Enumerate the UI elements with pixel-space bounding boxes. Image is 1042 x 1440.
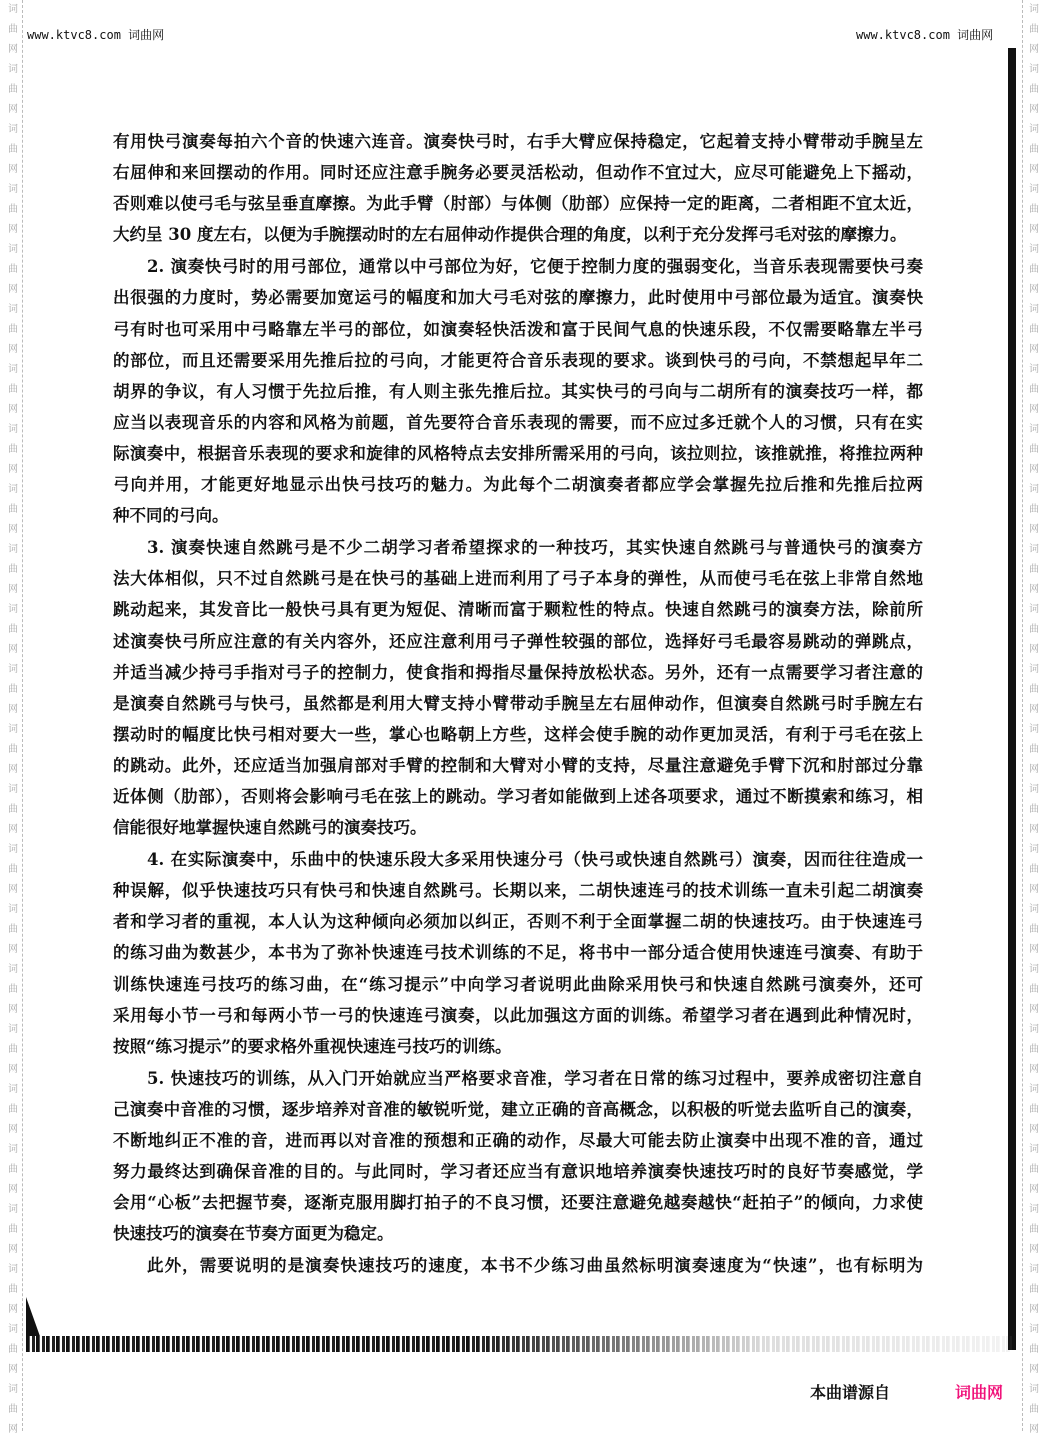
watermark-char: 词 <box>1029 1324 1039 1335</box>
text-line: 种不同的弓向。 <box>113 506 229 526</box>
watermark-char: 网 <box>1029 1064 1039 1075</box>
watermark-char: 网 <box>1029 644 1039 655</box>
watermark-char: 网 <box>8 764 18 775</box>
header-site-right: www.ktvc8.com 词曲网 <box>856 28 994 42</box>
watermark-char: 网 <box>1029 764 1039 775</box>
paragraph <box>113 844 923 1062</box>
watermark-char: 词 <box>1029 244 1039 255</box>
watermark-char: 词 <box>1029 904 1039 915</box>
text-line: 者和学习者的重视，本人认为这种倾向必须加以纠正，否则不利于全面掌握二胡的快速技巧。由于快速连弓 <box>113 912 923 932</box>
text-line: 的练习曲为数甚少，本书为了弥补快速连弓技术训练的不足，将书中一部分适合使用快速连弓演奏、有助于 <box>113 943 923 963</box>
paragraph <box>113 532 923 843</box>
watermark-char: 词 <box>8 1084 18 1095</box>
watermark-char: 词 <box>1029 1264 1039 1275</box>
text-line: 胡界的争议，有人习惯于先拉后推，有人则主张先推后拉。其实快弓的弓向与二胡所有的演奏技巧一样，都 <box>113 381 923 401</box>
paragraph <box>113 251 923 531</box>
watermark-char: 曲 <box>8 24 18 35</box>
watermark-char: 网 <box>8 104 18 115</box>
watermark-char: 词 <box>1029 124 1039 135</box>
watermark-char: 网 <box>8 524 18 535</box>
watermark-char: 曲 <box>8 684 18 695</box>
text-line: 2. 演奏快弓时的用弓部位，通常以中弓部位为好，它便于控制力度的强弱变化，当音乐表现需要快弓奏 <box>147 257 923 277</box>
watermark-char: 网 <box>8 1424 18 1435</box>
document-body <box>113 126 923 1281</box>
watermark-char: 网 <box>8 404 18 415</box>
watermark-char: 词 <box>1029 1204 1039 1215</box>
watermark-char: 网 <box>8 224 18 235</box>
watermark-char: 曲 <box>1029 1404 1039 1415</box>
text-line: 训练快速连弓技巧的练习曲，在“练习提示”中向学习者说明此曲除采用快弓和快速自然跳弓演奏外，还可 <box>113 974 923 994</box>
watermark-char: 曲 <box>1029 984 1039 995</box>
watermark-char: 词 <box>1029 424 1039 435</box>
watermark-char: 网 <box>1029 44 1039 55</box>
header-site-left: www.ktvc8.com 词曲网 <box>27 28 165 42</box>
watermark-char: 曲 <box>1029 384 1039 395</box>
watermark-char: 曲 <box>8 984 18 995</box>
watermark-char: 曲 <box>1029 144 1039 155</box>
watermark-char: 词 <box>8 1384 18 1395</box>
paragraph <box>113 1250 923 1281</box>
text-line: 种误解，似乎快速技巧只有快弓和快速自然跳弓。长期以来，二胡快速连弓的技术训练一直未引起二胡演奏 <box>113 881 923 901</box>
watermark-char: 词 <box>1029 64 1039 75</box>
watermark-char: 词 <box>1029 1384 1039 1395</box>
watermark-char: 网 <box>1029 824 1039 835</box>
watermark-char: 网 <box>8 584 18 595</box>
watermark-char: 曲 <box>8 144 18 155</box>
watermark-char: 词 <box>8 904 18 915</box>
watermark-char: 曲 <box>1029 744 1039 755</box>
text-line: 弓向并用，才能更好地显示出快弓技巧的魅力。为此每个二胡演奏者都应学会掌握先拉后推和先推后拉两 <box>113 475 923 495</box>
watermark-char: 词 <box>8 424 18 435</box>
watermark-char: 网 <box>1029 1364 1039 1375</box>
watermark-char: 曲 <box>8 1104 18 1115</box>
watermark-char: 曲 <box>8 84 18 95</box>
watermark-char: 网 <box>8 1124 18 1135</box>
watermark-char: 曲 <box>1029 864 1039 875</box>
watermark-char: 网 <box>8 824 18 835</box>
watermark-char: 曲 <box>1029 924 1039 935</box>
watermark-char: 词 <box>1029 4 1039 15</box>
watermark-char: 曲 <box>1029 444 1039 455</box>
watermark-char: 网 <box>1029 224 1039 235</box>
watermark-char: 词 <box>1029 544 1039 555</box>
watermark-char: 曲 <box>1029 1224 1039 1235</box>
watermark-char: 词 <box>8 724 18 735</box>
watermark-char: 词 <box>1029 724 1039 735</box>
watermark-char: 词 <box>8 604 18 615</box>
text-line: 有用快弓演奏每拍六个音的快速六连音。演奏快弓时，右手大臂应保持稳定，它起着支持小臂带动手腕呈左 <box>113 132 923 151</box>
watermark-char: 词 <box>8 1324 18 1335</box>
watermark-char: 词 <box>1029 784 1039 795</box>
watermark-char: 曲 <box>1029 624 1039 635</box>
watermark-char: 曲 <box>1029 1044 1039 1055</box>
watermark-char: 曲 <box>1029 1284 1039 1295</box>
watermark-char: 网 <box>1029 584 1039 595</box>
watermark-char: 曲 <box>8 384 18 395</box>
watermark-char: 词 <box>1029 1024 1039 1035</box>
watermark-char: 网 <box>8 1244 18 1255</box>
watermark-char: 曲 <box>8 1224 18 1235</box>
text-line: 此外，需要说明的是演奏快速技巧的速度，本书不少练习曲虽然标明演奏速度为“快速”，也有标明为 <box>147 1256 923 1276</box>
watermark-char: 词 <box>8 1204 18 1215</box>
paragraph <box>113 1063 923 1250</box>
watermark-char: 曲 <box>8 564 18 575</box>
watermark-char: 网 <box>1029 1424 1039 1435</box>
footer-brand-link[interactable]: 词曲网 <box>955 1383 1004 1402</box>
watermark-char: 曲 <box>8 804 18 815</box>
watermark-char: 曲 <box>1029 504 1039 515</box>
watermark-char: 曲 <box>1029 804 1039 815</box>
text-line: 按照“练习提示”的要求格外重视快速连弓技巧的训练。 <box>113 1036 512 1056</box>
watermark-char: 网 <box>8 884 18 895</box>
watermark-char: 网 <box>8 1364 18 1375</box>
watermark-char: 词 <box>8 184 18 195</box>
text-line: 会用“心板”去把握节奏，逐渐克服用脚打拍子的不良习惯，还要注意避免越奏越快“赶拍子”的倾向，力求使 <box>113 1193 923 1213</box>
text-line: 际演奏中，根据音乐表现的要求和旋律的风格特点去安排所需采用的弓向，该拉则拉，该推就推，将推拉两种 <box>113 443 923 463</box>
watermark-char: 曲 <box>1029 84 1039 95</box>
watermark-char: 词 <box>8 544 18 555</box>
watermark-char: 网 <box>1029 1244 1039 1255</box>
watermark-char: 曲 <box>8 1284 18 1295</box>
watermark-char: 词 <box>1029 364 1039 375</box>
watermark-char: 网 <box>1029 104 1039 115</box>
text-line: 跳动起来，其发音比一般快弓具有更为短促、清晰而富于颗粒性的特点。快速自然跳弓的演奏方法，除前所 <box>113 600 923 620</box>
watermark-char: 曲 <box>8 1344 18 1355</box>
watermark-char: 词 <box>8 64 18 75</box>
watermark-char: 网 <box>1029 404 1039 415</box>
text-line: 应当以表现音乐的内容和风格为前题，首先要符合音乐表现的需要，而不应过多迁就个人的习惯，只有在实 <box>113 412 923 432</box>
watermark-char: 网 <box>8 1004 18 1015</box>
text-line: 努力最终达到确保音准的目的。与此同时，学习者还应当有意识地培养演奏快速技巧时的良好节奏感觉，学 <box>113 1162 923 1182</box>
watermark-char: 词 <box>8 1024 18 1035</box>
watermark-char: 曲 <box>8 624 18 635</box>
watermark-char: 词 <box>8 304 18 315</box>
watermark-char: 网 <box>8 704 18 715</box>
text-line: 的跳动。此外，还应适当加强肩部对手臂的控制和大臂对小臂的支持，尽量注意避免手臂下沉和肘部过分靠 <box>113 755 923 775</box>
watermark-char: 曲 <box>8 504 18 515</box>
watermark-char: 网 <box>1029 884 1039 895</box>
watermark-char: 词 <box>8 4 18 15</box>
watermark-char: 网 <box>1029 464 1039 475</box>
text-line: 快速技巧的演奏在节奏方面更为稳定。 <box>113 1224 394 1244</box>
text-line: 采用每小节一弓和每两小节一弓的快速连弓演奏，以此加强这方面的训练。希望学习者在遇到此种情况时， <box>113 1005 923 1025</box>
watermark-char: 网 <box>1029 1304 1039 1315</box>
text-line: 大约呈 30 度左右，以便为手腕摆动时的左右屈伸动作提供合理的角度，以利于充分发挥弓毛对弦的摩擦力。 <box>113 225 907 245</box>
text-line: 出很强的力度时，势必需要加宽运弓的幅度和加大弓毛对弦的摩擦力，此时使用中弓部位最为适宜。演奏快 <box>113 288 923 308</box>
watermark-char: 词 <box>8 664 18 675</box>
watermark-char: 词 <box>8 124 18 135</box>
text-line: 弓有时也可采用中弓略靠左半弓的部位，如演奏轻快活泼和富于民间气息的快速乐段，不仅需要略靠左半弓 <box>113 319 923 339</box>
watermark-char: 曲 <box>1029 1104 1039 1115</box>
watermark-char: 词 <box>8 964 18 975</box>
watermark-char: 词 <box>8 844 18 855</box>
watermark-char: 曲 <box>1029 264 1039 275</box>
watermark-char: 曲 <box>8 864 18 875</box>
watermark-char: 网 <box>8 464 18 475</box>
watermark-char: 曲 <box>1029 1164 1039 1175</box>
text-line: 信能很好地掌握快速自然跳弓的演奏技巧。 <box>113 818 427 838</box>
watermark-char: 曲 <box>8 444 18 455</box>
watermark-char: 曲 <box>1029 564 1039 575</box>
left-margin-watermark <box>6 0 23 1435</box>
watermark-char: 网 <box>1029 164 1039 175</box>
watermark-char: 词 <box>1029 1084 1039 1095</box>
text-line: 否则难以使弓毛与弦呈垂直摩擦。为此手臂（肘部）与体侧（肋部）应保持一定的距离，二者相距不宜太近， <box>113 194 923 214</box>
watermark-char: 网 <box>8 644 18 655</box>
watermark-char: 网 <box>1029 1124 1039 1135</box>
text-line: 4. 在实际演奏中，乐曲中的快速乐段大多采用快速分弓（快弓或快速自然跳弓）演奏，因而往往造成一 <box>147 850 923 870</box>
watermark-char: 网 <box>8 344 18 355</box>
right-margin-watermark <box>1022 0 1039 1435</box>
text-line: 不断地纠正不准的音，进而再以对音准的预想和正确的动作，尽最大可能去防止演奏中出现不准的音，通过 <box>113 1131 923 1150</box>
watermark-char: 词 <box>8 784 18 795</box>
footer-source-label: 本曲谱源自 <box>810 1383 891 1402</box>
watermark-char: 词 <box>1029 844 1039 855</box>
watermark-char: 网 <box>8 1304 18 1315</box>
watermark-char: 网 <box>1029 284 1039 295</box>
watermark-char: 网 <box>1029 1184 1039 1195</box>
watermark-char: 网 <box>8 164 18 175</box>
watermark-char: 词 <box>1029 484 1039 495</box>
watermark-char: 词 <box>8 244 18 255</box>
watermark-char: 词 <box>1029 964 1039 975</box>
text-line: 摆动时的幅度比快弓相对要大一些，掌心也略朝上方些，这样会使手腕的动作更加灵活，有利于弓毛在弦上 <box>113 724 923 744</box>
watermark-char: 曲 <box>8 1164 18 1175</box>
watermark-char: 词 <box>8 364 18 375</box>
watermark-char: 曲 <box>8 324 18 335</box>
watermark-char: 词 <box>8 1144 18 1155</box>
scan-bottom-edge-artifact <box>26 1336 1012 1352</box>
watermark-char: 曲 <box>8 204 18 215</box>
watermark-char: 词 <box>1029 1144 1039 1155</box>
watermark-char: 曲 <box>1029 324 1039 335</box>
watermark-char: 曲 <box>1029 204 1039 215</box>
watermark-char: 网 <box>8 44 18 55</box>
text-line: 5. 快速技巧的训练，从入门开始就应当严格要求音准，学习者在日常的练习过程中，要养成密切注意自 <box>147 1068 923 1088</box>
watermark-char: 网 <box>1029 344 1039 355</box>
watermark-char: 网 <box>8 1064 18 1075</box>
text-line: 3. 演奏快速自然跳弓是不少二胡学习者希望探求的一种技巧，其实快速自然跳弓与普通快弓的演奏方 <box>147 538 923 558</box>
text-line: 法大体相似，只不过自然跳弓是在快弓的基础上进而利用了弓子本身的弹性，从而使弓毛在弦上非常自然地 <box>113 569 923 589</box>
watermark-char: 词 <box>1029 304 1039 315</box>
text-line: 的部位，而且还需要采用先推后拉的弓向，才能更符合音乐表现的要求。谈到快弓的弓向，不禁想起早年二 <box>113 350 923 370</box>
watermark-char: 曲 <box>1029 684 1039 695</box>
watermark-char: 曲 <box>8 1044 18 1055</box>
watermark-char: 词 <box>8 1264 18 1275</box>
watermark-char: 词 <box>1029 664 1039 675</box>
watermark-char: 曲 <box>8 1404 18 1415</box>
watermark-char: 词 <box>1029 184 1039 195</box>
text-line: 并适当减少持弓手指对弓子的控制力，使食指和拇指尽量保持放松状态。另外，还有一点需要学习者注意的 <box>113 662 923 682</box>
watermark-char: 曲 <box>8 744 18 755</box>
watermark-char: 曲 <box>8 264 18 275</box>
watermark-char: 网 <box>8 1184 18 1195</box>
watermark-char: 曲 <box>8 924 18 935</box>
text-line: 述演奏快弓所应注意的有关内容外，还应注意利用弓子弹性较强的部位，选择好弓毛最容易跳动的弹跳点， <box>113 631 923 651</box>
text-line: 近体侧（肋部），否则将会影响弓毛在弦上的跳动。学习者如能做到上述各项要求，通过不断摸索和练习，相 <box>113 786 923 806</box>
watermark-char: 网 <box>8 944 18 955</box>
watermark-char: 词 <box>8 484 18 495</box>
watermark-char: 网 <box>8 284 18 295</box>
watermark-char: 网 <box>1029 944 1039 955</box>
text-line: 是演奏自然跳弓与快弓，虽然都是利用大臂支持小臂带动手腕呈左右屈伸动作，但演奏自然跳弓时手腕左右 <box>113 693 923 713</box>
watermark-char: 网 <box>1029 524 1039 535</box>
scan-edge-shadow <box>1008 48 1016 1350</box>
watermark-char: 网 <box>1029 1004 1039 1015</box>
watermark-char: 网 <box>1029 704 1039 715</box>
text-line: 己演奏中音准的习惯，逐步培养对音准的敏锐听觉，建立正确的音高概念，以积极的听觉去监听自己的演奏， <box>113 1099 923 1119</box>
text-line: 右屈伸和来回摆动的作用。同时还应注意手腕务必要灵活松动，但动作不宜过大，应尽可能避免上下摇动， <box>113 163 923 183</box>
watermark-char: 曲 <box>1029 24 1039 35</box>
paragraph <box>113 126 923 250</box>
watermark-char: 曲 <box>1029 1344 1039 1355</box>
watermark-char: 词 <box>1029 604 1039 615</box>
